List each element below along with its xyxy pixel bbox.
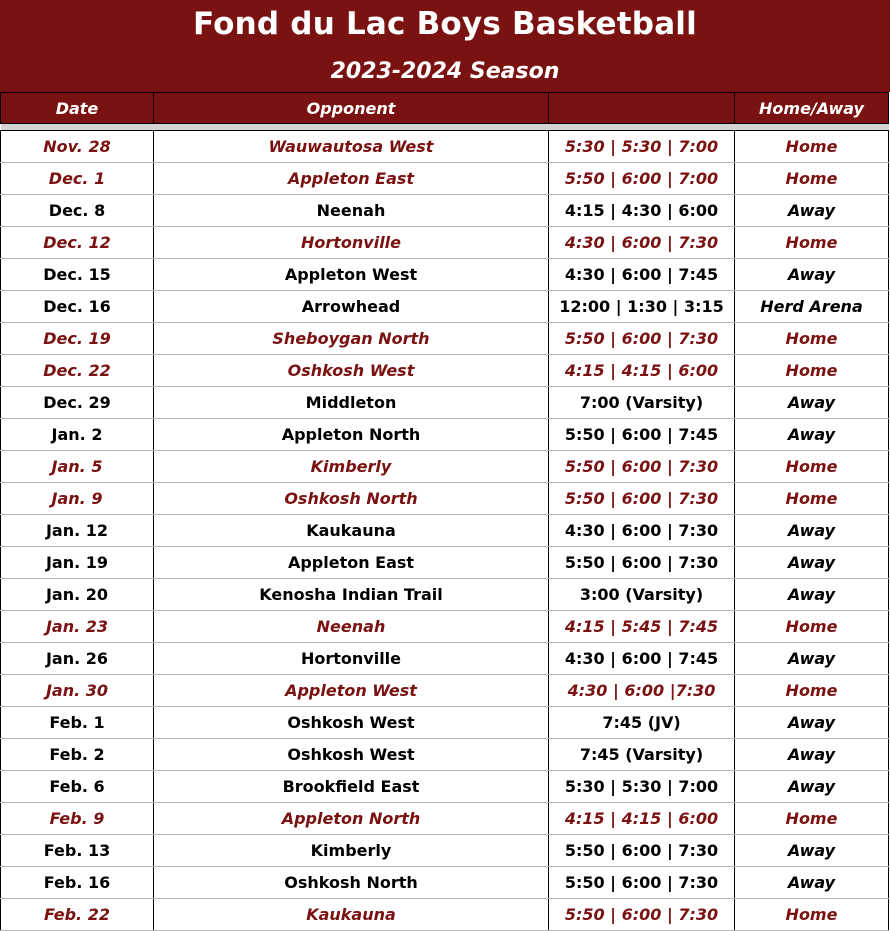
table-row [1, 643, 889, 675]
home-away-cell: Away [735, 707, 889, 739]
times-cell: 5:50 | 6:00 | 7:30 [549, 451, 735, 483]
times-cell: 12:00 | 1:30 | 3:15 [549, 291, 735, 323]
date-cell: Jan. 12 [1, 515, 154, 547]
date-cell: Feb. 1 [1, 707, 154, 739]
date-cell: Dec. 8 [1, 195, 154, 227]
table-row [1, 611, 889, 643]
times-cell: 5:50 | 6:00 | 7:30 [549, 835, 735, 867]
table-row [1, 835, 889, 867]
times-cell: 5:50 | 6:00 | 7:00 [549, 163, 735, 195]
times-cell: 4:30 | 6:00 | 7:30 [549, 515, 735, 547]
home-away-cell: Away [735, 195, 889, 227]
opponent-cell: Wauwautosa West [154, 131, 549, 163]
home-away-cell: Home [735, 163, 889, 195]
times-cell: 7:00 (Varsity) [549, 387, 735, 419]
home-away-cell: Home [735, 803, 889, 835]
home-away-cell: Away [735, 643, 889, 675]
home-away-cell: Home [735, 451, 889, 483]
table-row [1, 131, 889, 163]
times-cell: 4:30 | 6:00 | 7:45 [549, 643, 735, 675]
date-cell: Dec. 29 [1, 387, 154, 419]
times-cell: 4:15 | 4:30 | 6:00 [549, 195, 735, 227]
opponent-cell: Middleton [154, 387, 549, 419]
home-away-cell: Away [735, 739, 889, 771]
opponent-cell: Neenah [154, 611, 549, 643]
opponent-cell: Kaukauna [154, 515, 549, 547]
opponent-cell: Neenah [154, 195, 549, 227]
opponent-cell: Appleton West [154, 259, 549, 291]
opponent-cell: Appleton North [154, 803, 549, 835]
table-row [1, 899, 889, 931]
home-away-cell: Away [735, 835, 889, 867]
times-cell: 5:50 | 6:00 | 7:30 [549, 867, 735, 899]
times-cell: 5:50 | 6:00 | 7:30 [549, 323, 735, 355]
date-cell: Jan. 20 [1, 579, 154, 611]
opponent-column-header: Opponent [154, 93, 549, 124]
home-away-cell: Home [735, 323, 889, 355]
table-row [1, 195, 889, 227]
date-cell: Jan. 5 [1, 451, 154, 483]
header-divider [1, 124, 889, 131]
date-cell: Feb. 16 [1, 867, 154, 899]
times-cell: 5:50 | 6:00 | 7:45 [549, 419, 735, 451]
table-row [1, 707, 889, 739]
times-column-header [549, 93, 735, 124]
opponent-cell: Oshkosh North [154, 483, 549, 515]
opponent-cell: Arrowhead [154, 291, 549, 323]
times-cell: 5:50 | 6:00 | 7:30 [549, 899, 735, 931]
times-cell: 4:30 | 6:00 | 7:30 [549, 227, 735, 259]
date-cell: Nov. 28 [1, 131, 154, 163]
opponent-cell: Kaukauna [154, 899, 549, 931]
table-row [1, 579, 889, 611]
table-row [1, 515, 889, 547]
date-cell: Dec. 1 [1, 163, 154, 195]
schedule-body [1, 131, 889, 931]
date-cell: Feb. 2 [1, 739, 154, 771]
divider-cell [1, 124, 889, 131]
table-row [1, 291, 889, 323]
table-row [1, 163, 889, 195]
table-row [1, 771, 889, 803]
opponent-cell: Appleton West [154, 675, 549, 707]
date-cell: Dec. 16 [1, 291, 154, 323]
schedule-table [0, 92, 889, 931]
date-cell: Jan. 19 [1, 547, 154, 579]
times-cell: 4:15 | 4:15 | 6:00 [549, 803, 735, 835]
opponent-cell: Appleton East [154, 163, 549, 195]
opponent-cell: Oshkosh West [154, 355, 549, 387]
opponent-cell: Appleton East [154, 547, 549, 579]
title-banner [0, 0, 890, 92]
header-row [1, 93, 889, 124]
table-row [1, 483, 889, 515]
home-away-cell: Home [735, 483, 889, 515]
season-subtitle: 2023-2024 Season [330, 59, 560, 84]
home-away-cell: Home [735, 611, 889, 643]
table-row [1, 739, 889, 771]
opponent-cell: Oshkosh North [154, 867, 549, 899]
home-away-cell: Away [735, 547, 889, 579]
times-cell: 3:00 (Varsity) [549, 579, 735, 611]
times-cell: 7:45 (JV) [549, 707, 735, 739]
times-cell: 5:30 | 5:30 | 7:00 [549, 131, 735, 163]
date-cell: Dec. 15 [1, 259, 154, 291]
date-cell: Dec. 12 [1, 227, 154, 259]
date-cell: Jan. 30 [1, 675, 154, 707]
home-away-cell: Away [735, 771, 889, 803]
times-cell: 5:50 | 6:00 | 7:30 [549, 547, 735, 579]
table-row [1, 355, 889, 387]
opponent-cell: Brookfield East [154, 771, 549, 803]
home-away-cell: Home [735, 227, 889, 259]
date-cell: Jan. 9 [1, 483, 154, 515]
table-row [1, 803, 889, 835]
date-cell: Feb. 22 [1, 899, 154, 931]
opponent-cell: Oshkosh West [154, 739, 549, 771]
opponent-cell: Sheboygan North [154, 323, 549, 355]
table-row [1, 323, 889, 355]
date-cell: Feb. 6 [1, 771, 154, 803]
table-row [1, 675, 889, 707]
home-away-cell: Away [735, 867, 889, 899]
opponent-cell: Hortonville [154, 227, 549, 259]
times-cell: 5:50 | 6:00 | 7:30 [549, 483, 735, 515]
date-cell: Feb. 13 [1, 835, 154, 867]
home-away-cell: Home [735, 899, 889, 931]
table-row [1, 867, 889, 899]
times-cell: 5:30 | 5:30 | 7:00 [549, 771, 735, 803]
opponent-cell: Kenosha Indian Trail [154, 579, 549, 611]
opponent-cell: Oshkosh West [154, 707, 549, 739]
home-away-cell: Away [735, 387, 889, 419]
table-row [1, 451, 889, 483]
times-cell: 4:15 | 4:15 | 6:00 [549, 355, 735, 387]
date-column-header: Date [1, 93, 154, 124]
table-row [1, 547, 889, 579]
opponent-cell: Kimberly [154, 835, 549, 867]
date-cell: Feb. 9 [1, 803, 154, 835]
opponent-cell: Appleton North [154, 419, 549, 451]
home-away-cell: Away [735, 259, 889, 291]
home-away-cell: Away [735, 579, 889, 611]
home-away-column-header: Home/Away [735, 93, 889, 124]
times-cell: 4:30 | 6:00 |7:30 [549, 675, 735, 707]
date-cell: Dec. 19 [1, 323, 154, 355]
date-cell: Jan. 26 [1, 643, 154, 675]
times-cell: 4:30 | 6:00 | 7:45 [549, 259, 735, 291]
times-cell: 7:45 (Varsity) [549, 739, 735, 771]
table-row [1, 419, 889, 451]
table-row [1, 227, 889, 259]
opponent-cell: Hortonville [154, 643, 549, 675]
times-cell: 4:15 | 5:45 | 7:45 [549, 611, 735, 643]
table-row [1, 387, 889, 419]
home-away-cell: Home [735, 675, 889, 707]
home-away-cell: Away [735, 419, 889, 451]
home-away-cell: Herd Arena [735, 291, 889, 323]
page-title: Fond du Lac Boys Basketball [193, 6, 697, 42]
table-row [1, 259, 889, 291]
home-away-cell: Away [735, 515, 889, 547]
date-cell: Jan. 23 [1, 611, 154, 643]
date-cell: Dec. 22 [1, 355, 154, 387]
opponent-cell: Kimberly [154, 451, 549, 483]
home-away-cell: Home [735, 131, 889, 163]
home-away-cell: Home [735, 355, 889, 387]
date-cell: Jan. 2 [1, 419, 154, 451]
